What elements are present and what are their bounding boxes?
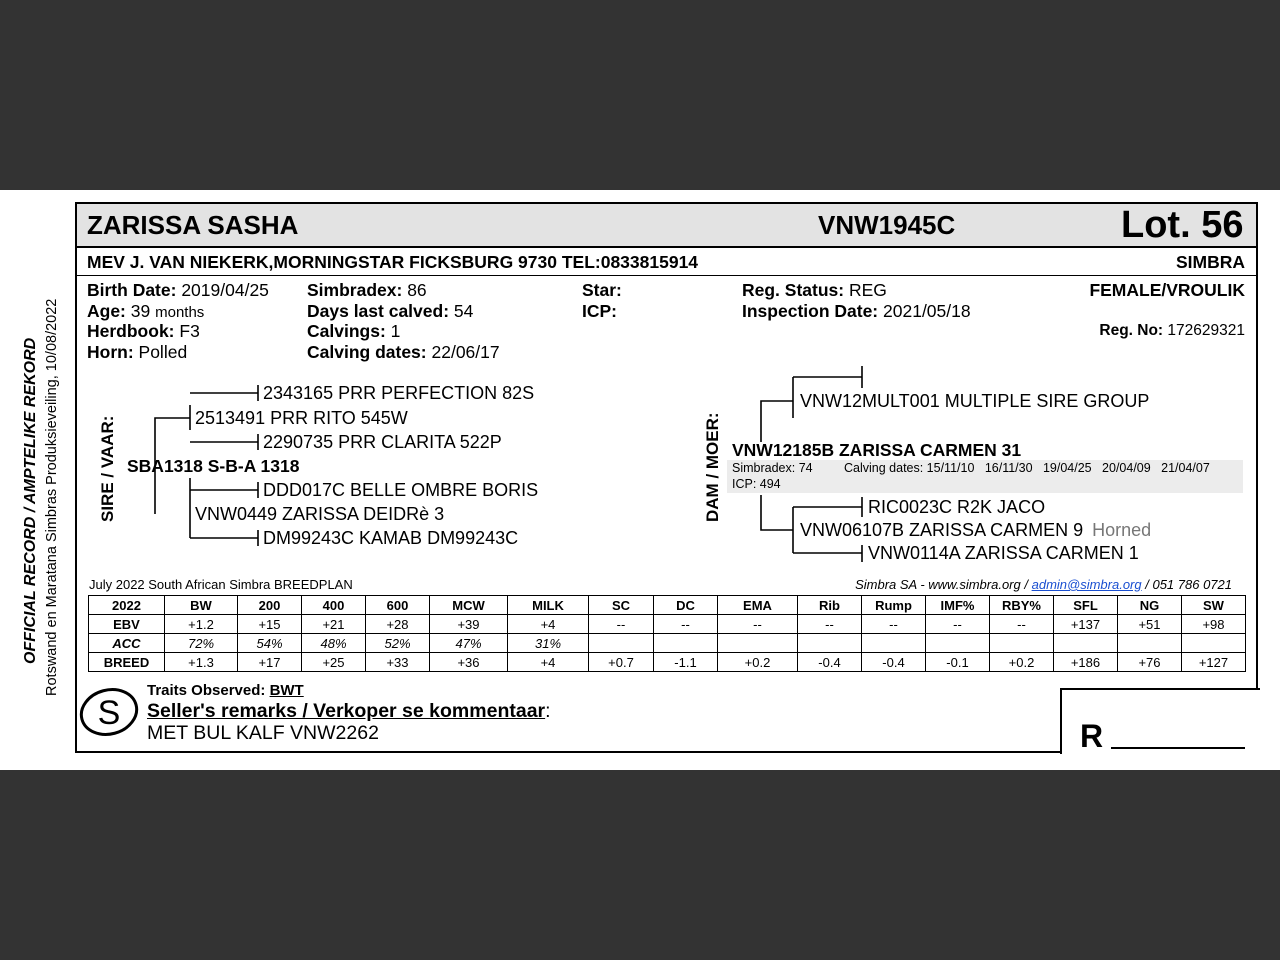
ebv-cell: 31% (508, 634, 589, 653)
owner-line: MEV J. VAN NIEKERK,MORNINGSTAR FICKSBURG 9730 TEL:0833815914 (87, 252, 699, 272)
ebv-header-cell: RBY% (990, 596, 1054, 615)
ebv-cell: -- (798, 615, 862, 634)
dam-calving-dates: Calving dates: 15/11/10 16/11/30 19/04/25 20/04/09 21/04/07 (844, 461, 1210, 475)
reg-number: Reg. No: 172629321 (1099, 322, 1245, 339)
animal-id: VNW1945C (818, 210, 956, 240)
dam-dam: VNW06107B ZARISSA CARMEN 9 Horned (800, 520, 1152, 540)
ebv-cell: +4 (508, 653, 589, 672)
dam-sire: VNW12MULT001 MULTIPLE SIRE GROUP (800, 391, 1150, 411)
price-input-line[interactable] (1111, 747, 1245, 749)
ebv-cell: +76 (1118, 653, 1182, 672)
sire-dam-sire: DDD017C BELLE OMBRE BORIS (263, 480, 539, 500)
ebv-cell (718, 634, 798, 653)
ebv-cell (1054, 634, 1118, 653)
breed-label: SIMBRA (1175, 252, 1245, 272)
ebv-cell: +1.3 (165, 653, 238, 672)
ebv-cell: -- (589, 615, 654, 634)
ebv-header-cell: MCW (430, 596, 508, 615)
dam-dam-dam: VNW0114A ZARISSA CARMEN 1 (868, 543, 1139, 563)
traits-observed: Traits Observed: BWT (147, 682, 304, 699)
ebv-cell (798, 634, 862, 653)
ebv-cell: +4 (508, 615, 589, 634)
ebv-cell: BREED (89, 653, 165, 672)
ebv-cell (926, 634, 990, 653)
ebv-cell (1118, 634, 1182, 653)
ebv-header-cell: IMF% (926, 596, 990, 615)
ebv-cell: -0.1 (926, 653, 990, 672)
ebv-cell: 52% (366, 634, 430, 653)
icp-label: ICP: (582, 301, 617, 321)
ebv-cell: -- (718, 615, 798, 634)
ebv-cell: +33 (366, 653, 430, 672)
ebv-cell: +36 (430, 653, 508, 672)
ebv-cell: +51 (1118, 615, 1182, 634)
lot-number: Lot. 56 (1121, 204, 1244, 246)
sellers-remarks: MET BUL KALF VNW2262 (147, 722, 379, 744)
ebv-cell: -- (862, 615, 926, 634)
ebv-header-cell: DC (654, 596, 718, 615)
ebv-cell: 47% (430, 634, 508, 653)
ebv-cell (1182, 634, 1246, 653)
calvings: Calvings: 1 (307, 321, 401, 341)
ebv-header-cell: 2022 (89, 596, 165, 615)
ebv-header-cell: EMA (718, 596, 798, 615)
ebv-header-cell: 600 (366, 596, 430, 615)
ebv-cell: -0.4 (798, 653, 862, 672)
dam: VNW12185B ZARISSA CARMEN 31 (732, 440, 1022, 460)
ebv-cell: 54% (238, 634, 302, 653)
ebv-cell: 48% (302, 634, 366, 653)
simbradex: Simbradex: 86 (307, 280, 427, 300)
dam-icp: ICP: 494 (732, 477, 781, 491)
ebv-header-cell: SC (589, 596, 654, 615)
horn-status: Horn: Polled (87, 342, 188, 362)
breed-avg-row (89, 653, 1246, 672)
dam-side-label: DAM / MOER: (703, 412, 722, 522)
simbra-logo-icon (76, 684, 142, 740)
ebv-cell: -- (926, 615, 990, 634)
herdbook: Herdbook: F3 (87, 321, 200, 341)
sire-side-label: SIRE / VAAR: (98, 415, 117, 522)
ebv-cell: -- (990, 615, 1054, 634)
sellers-remarks-heading: Seller's remarks / Verkoper se kommentaar: (147, 700, 551, 722)
ebv-cell: 72% (165, 634, 238, 653)
ebv-cell: EBV (89, 615, 165, 634)
sire-dam: VNW0449 ZARISSA DEIDRè 3 (195, 504, 445, 524)
sire: SBA1318 S-B-A 1318 (127, 456, 300, 476)
dam-dam-sire: RIC0023C R2K JACO (868, 497, 1046, 517)
sire-sire-sire: 2343165 PRR PERFECTION 82S (263, 383, 535, 403)
star-label: Star: (582, 280, 622, 300)
ebv-header-cell: SFL (1054, 596, 1118, 615)
sire-sire: 2513491 PRR RITO 545W (195, 408, 408, 428)
breedplan-title: July 2022 South African Simbra BREEDPLAN (89, 577, 353, 592)
ebv-cell: +15 (238, 615, 302, 634)
email-link[interactable]: admin@simbra.org (1031, 577, 1142, 592)
ebv-cell: -1.1 (654, 653, 718, 672)
price-label: R (1080, 718, 1104, 754)
ebv-cell: -0.4 (862, 653, 926, 672)
ebv-table (88, 595, 1246, 672)
ebv-header-cell: 400 (302, 596, 366, 615)
ebv-cell: +39 (430, 615, 508, 634)
ebv-cell: +25 (302, 653, 366, 672)
logo-letter: S (97, 694, 121, 732)
calving-dates: Calving dates: 22/06/17 (307, 342, 500, 362)
official-record-label: OFFICIAL RECORD / AMPTELIKE REKORD (22, 337, 39, 664)
ebv-cell (589, 634, 654, 653)
ebv-header-cell: MILK (508, 596, 589, 615)
birth-date: Birth Date: 2019/04/25 (87, 280, 269, 300)
sire-dam-dam: DM99243C KAMAB DM99243C (263, 528, 519, 548)
ebv-cell: +98 (1182, 615, 1246, 634)
sex-label: FEMALE/VROULIK (1089, 280, 1245, 300)
animal-name: ZARISSA SASHA (87, 210, 299, 240)
ebv-cell (862, 634, 926, 653)
ebv-header-row (89, 596, 1246, 615)
age: Age: 39 months (87, 301, 205, 321)
ebv-cell: +186 (1054, 653, 1118, 672)
ebv-cell: +137 (1054, 615, 1118, 634)
ebv-cell: +1.2 (165, 615, 238, 634)
acc-row (89, 634, 1246, 653)
ebv-cell: +0.2 (718, 653, 798, 672)
ebv-cell: +0.2 (990, 653, 1054, 672)
ebv-cell (990, 634, 1054, 653)
ebv-cell (654, 634, 718, 653)
ebv-cell: ACC (89, 634, 165, 653)
reg-status: Reg. Status: REG (742, 280, 887, 300)
ebv-header-cell: NG (1118, 596, 1182, 615)
ebv-cell: +0.7 (589, 653, 654, 672)
ebv-cell: +127 (1182, 653, 1246, 672)
ebv-cell: +28 (366, 615, 430, 634)
dam-dam-horn: Horned (1092, 520, 1152, 540)
ebv-header-cell: Rump (862, 596, 926, 615)
ebv-header-cell: 200 (238, 596, 302, 615)
breedplan-contact: Simbra SA - www.simbra.org / admin@simbra.org / 051 786 0721 (855, 577, 1232, 592)
ebv-header-cell: BW (165, 596, 238, 615)
days-last-calved: Days last calved: 54 (307, 301, 474, 321)
inspection-date: Inspection Date: 2021/05/18 (742, 301, 971, 321)
ebv-row (89, 615, 1246, 634)
dam-simbradex: Simbradex: 74 (732, 461, 813, 475)
ebv-cell: +17 (238, 653, 302, 672)
sire-sire-dam: 2290735 PRR CLARITA 522P (263, 432, 502, 452)
ebv-cell: +21 (302, 615, 366, 634)
ebv-cell: -- (654, 615, 718, 634)
ebv-header-cell: Rib (798, 596, 862, 615)
ebv-header-cell: SW (1182, 596, 1246, 615)
auction-venue-label: Rotswand en Maratana Simbras Produksieveiling, 10/08/2022 (44, 298, 60, 696)
